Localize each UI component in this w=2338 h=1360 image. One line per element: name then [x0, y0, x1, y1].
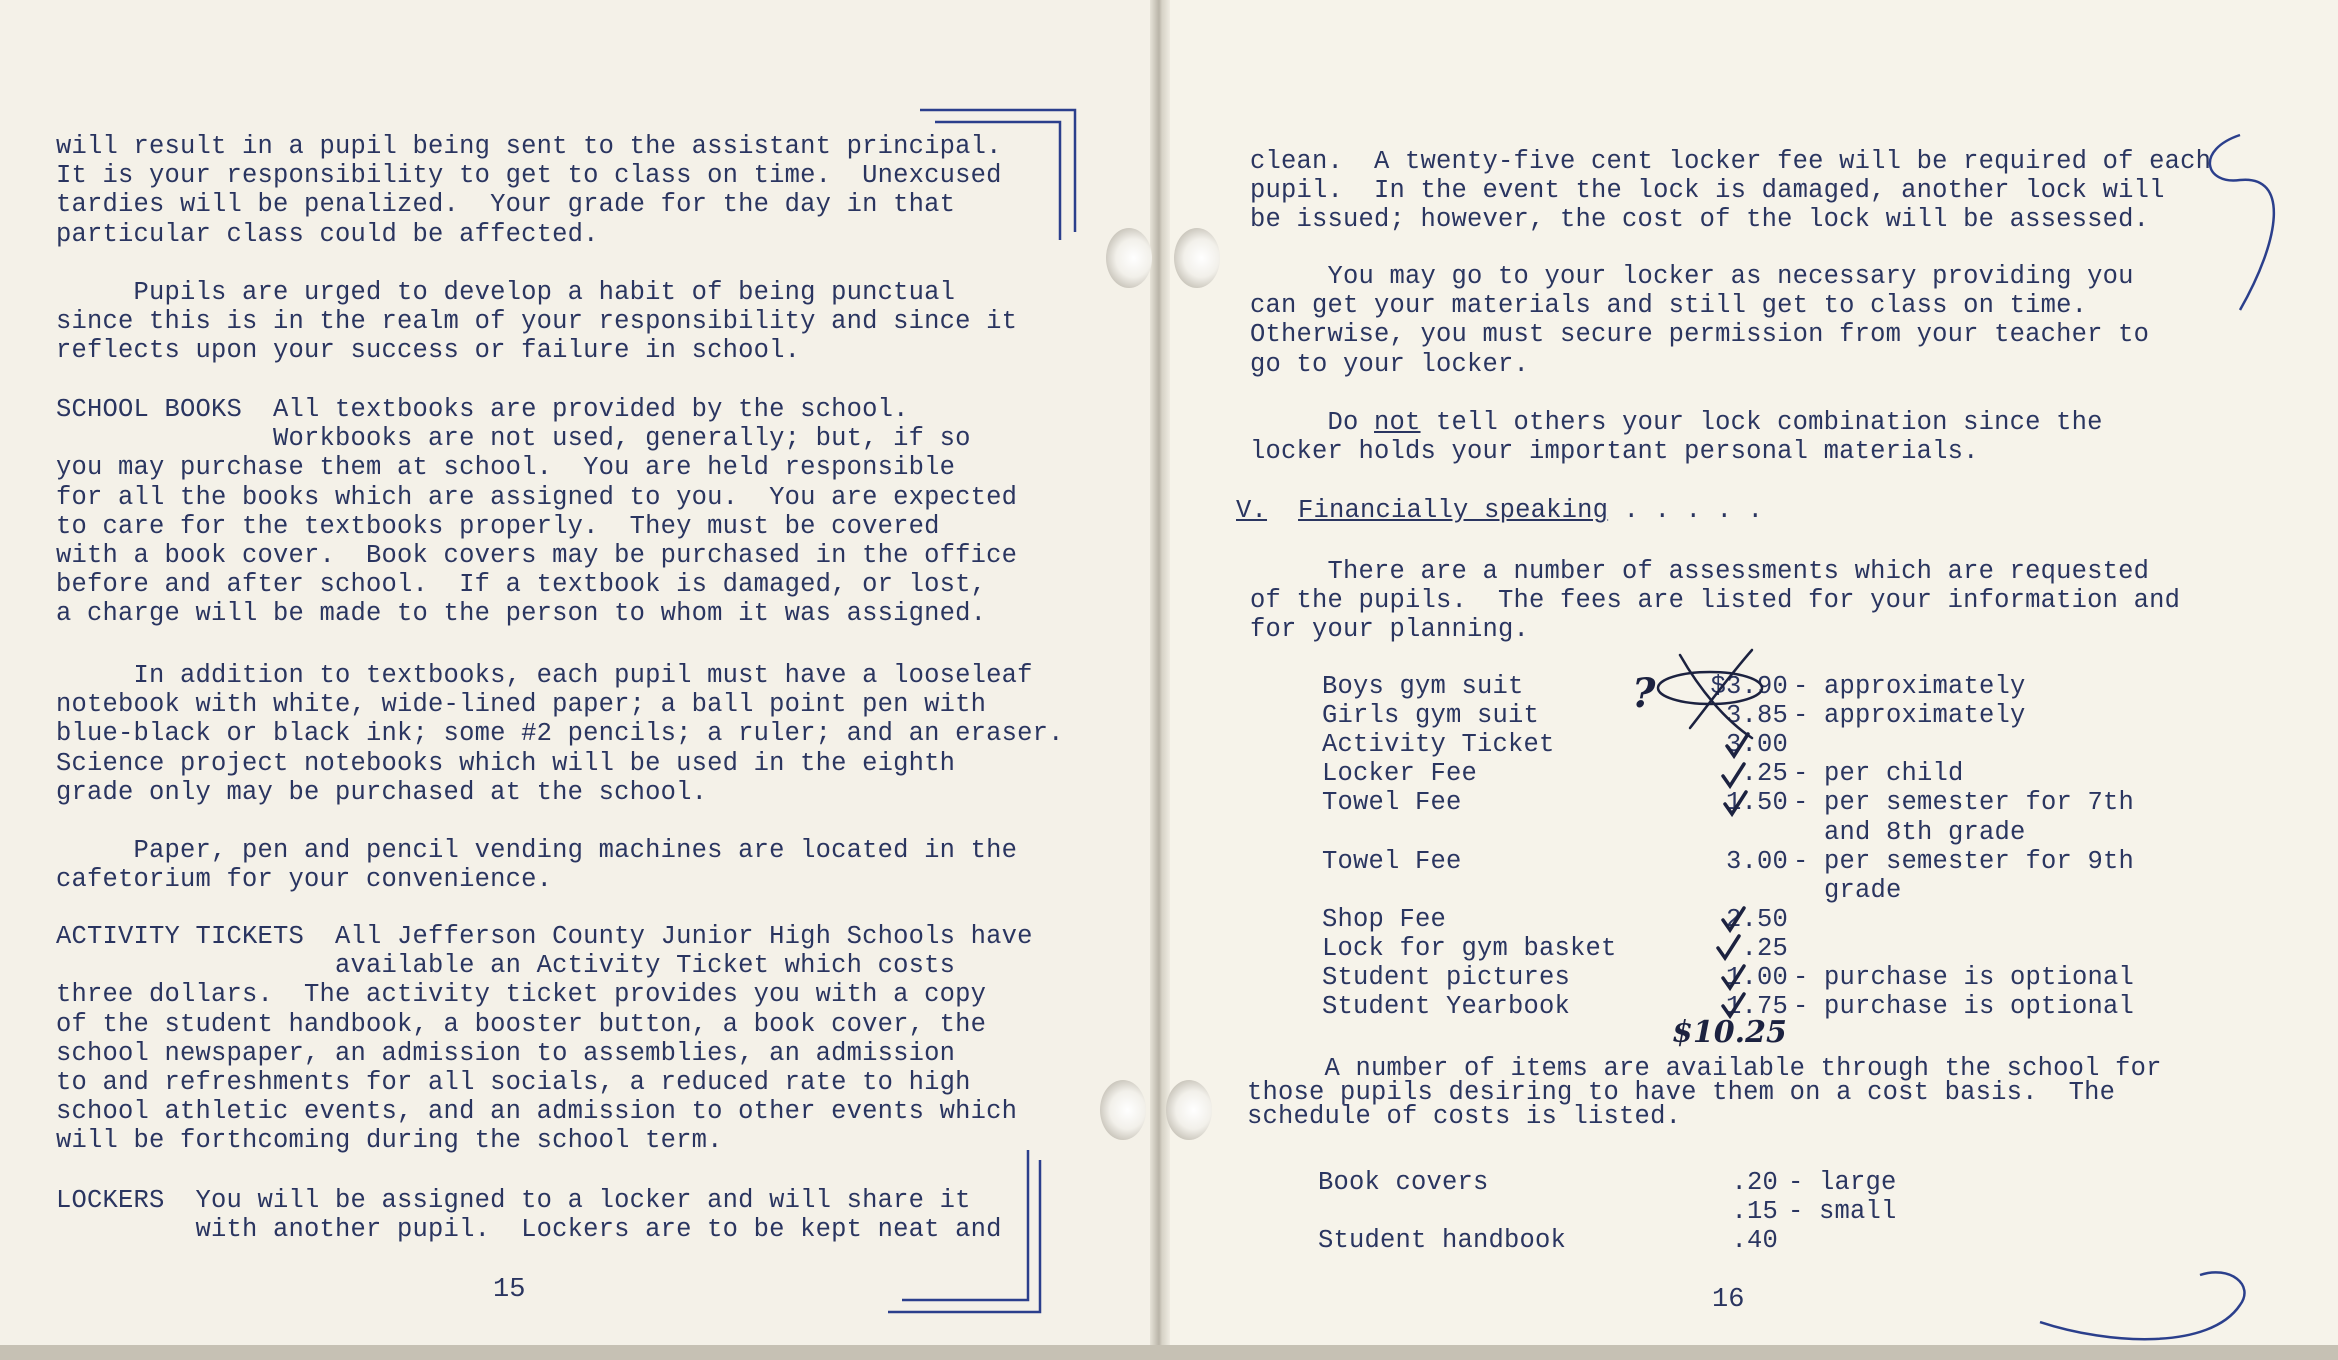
text-line: you may purchase them at school. You are held responsible — [56, 453, 956, 483]
page-number-right: 16 — [1712, 1285, 1745, 1315]
text-line: to care for the textbooks properly. They must be covered — [56, 511, 940, 541]
handwritten-question-mark: ? — [1632, 670, 1656, 717]
text-line: Paper, pen and pencil vending machines are located in the — [56, 836, 1018, 865]
text-line: of the student handbook, a booster button, a book cover, the — [56, 1009, 987, 1039]
fee-amount: 1.50 — [1725, 788, 1788, 818]
text-line: will be forthcoming during the school term. — [56, 1126, 723, 1156]
section-heading-suffix: . . . . . — [1608, 496, 1764, 525]
fee-note: grade — [1793, 875, 1902, 905]
text-line: pupil. In the event the lock is damaged, another lock will — [1250, 176, 2165, 206]
fee-item: Towel Fee — [1322, 788, 1462, 818]
text-line: Workbooks are not used, generally; but, if so — [56, 424, 971, 454]
fee-item: Boys gym suit — [1322, 672, 1524, 701]
fee-note: - approximately — [1793, 701, 2026, 731]
text-line: available an Activity Ticket which costs — [56, 951, 956, 981]
text-line: for all the books which are assigned to you. You are expected — [56, 482, 1018, 512]
handwritten-total: $10.25 — [1672, 1015, 1787, 1050]
text-line: can get your materials and still get to class on time. — [1250, 291, 2088, 321]
cost-amount: .40 — [1731, 1226, 1778, 1255]
text-line: three dollars. The activity ticket provides you with a copy — [56, 980, 987, 1010]
fee-note: - per semester for 9th — [1793, 846, 2135, 876]
text-line: go to your locker. — [1250, 349, 1530, 379]
fee-amount: 3.00 — [1725, 730, 1788, 760]
fee-amount: 3.00 — [1725, 846, 1788, 876]
text-line: There are a number of assessments which are requested — [1250, 557, 2150, 586]
text-line: It is your responsibility to get to class on time. Unexcused — [56, 161, 1002, 191]
text-line: school athletic events, and an admission to other events which — [56, 1097, 1018, 1127]
text-line: LOCKERS You will be assigned to a locker and will share it — [56, 1186, 971, 1215]
text-line: ACTIVITY TICKETS All Jefferson County Junior High Schools have — [56, 922, 1033, 951]
fee-amount: 3.85 — [1725, 701, 1788, 731]
fee-note: - purchase is optional — [1793, 963, 2135, 992]
fee-item: Girls gym suit — [1322, 701, 1540, 731]
fee-item: Student Yearbook — [1322, 992, 1571, 1022]
cost-amount: .20 — [1731, 1168, 1778, 1197]
fee-item: Activity Ticket — [1322, 730, 1555, 760]
text-line: be issued; however, the cost of the lock will be assessed. — [1250, 205, 2150, 235]
text-line: schedule of costs is listed. — [1247, 1102, 1682, 1131]
text-line: for your planning. — [1250, 615, 1530, 645]
text-line: notebook with white, wide-lined paper; a ball point pen with — [56, 690, 987, 720]
fee-amount: $3.90 — [1710, 672, 1788, 701]
fee-item: Lock for gym basket — [1322, 933, 1617, 963]
text-line: those pupils desiring to have them on a cost basis. The — [1247, 1078, 2116, 1107]
text-line: locker holds your important personal materials. — [1250, 437, 1979, 467]
text-line: with another pupil. Lockers are to be kept neat and — [56, 1215, 1002, 1245]
cost-amount: .15 — [1731, 1197, 1778, 1226]
text-line: SCHOOL BOOKS All textbooks are provided by the school. — [56, 395, 909, 424]
fee-note: - approximately — [1793, 672, 2026, 701]
text-line: will result in a pupil being sent to the assistant principal. — [56, 132, 1002, 161]
text-line: Do not tell others your lock combination since the — [1250, 408, 2103, 437]
fee-note: and 8th grade — [1793, 817, 2026, 847]
text-line: of the pupils. The fees are listed for your information and — [1250, 586, 2181, 616]
text-line: a charge will be made to the person to whom it was assigned. — [56, 599, 987, 629]
fee-note: - purchase is optional — [1793, 992, 2135, 1022]
fee-amount: .25 — [1741, 933, 1788, 963]
text-line: grade only may be purchased at the school. — [56, 777, 708, 807]
cost-note: - small — [1788, 1197, 1897, 1226]
text-line: Science project notebooks which will be used in the eighth — [56, 748, 956, 778]
fee-item: Student pictures — [1322, 963, 1571, 992]
fee-amount: 1.75 — [1725, 992, 1788, 1022]
fee-item: Locker Fee — [1322, 759, 1478, 789]
text-line: school newspaper, an admission to assemblies, an admission — [56, 1038, 956, 1068]
text-line: tardies will be penalized. Your grade for the day in that — [56, 190, 956, 220]
text-line: reflects upon your success or failure in school. — [56, 336, 801, 366]
check-marks — [1718, 734, 1748, 1016]
section-heading-title: Financially speaking — [1298, 496, 1609, 525]
text-line: In addition to textbooks, each pupil must have a looseleaf — [56, 661, 1033, 690]
fee-note: - per semester for 7th — [1793, 788, 2135, 818]
text-line: before and after school. If a textbook is damaged, or lost, — [56, 570, 987, 600]
fee-item: Towel Fee — [1322, 846, 1462, 876]
section-heading-prefix: V. — [1236, 496, 1268, 525]
text-line: You may go to your locker as necessary providing you — [1250, 262, 2134, 291]
fee-amount: 2.50 — [1725, 904, 1788, 934]
text-line: clean. A twenty-five cent locker fee will be required of each — [1250, 147, 2212, 176]
text-line: with a book cover. Book covers may be purchased in the office — [56, 541, 1018, 570]
page-number-left: 15 — [493, 1275, 526, 1305]
text-line: blue-black or black ink; some #2 pencils; a ruler; and an eraser. — [56, 719, 1064, 749]
text-line: to and refreshments for all socials, a reduced rate to high — [56, 1068, 971, 1097]
fee-amount: 1.00 — [1725, 963, 1788, 992]
cost-item: Student handbook — [1318, 1226, 1567, 1255]
cost-item: Book covers — [1318, 1168, 1489, 1197]
text-line: Pupils are urged to develop a habit of being punctual — [56, 278, 956, 307]
text-line: particular class could be affected. — [56, 219, 599, 249]
text-line: A number of items are available through the school for — [1247, 1054, 2162, 1083]
text-line: cafetorium for your convenience. — [56, 865, 553, 895]
fee-note: - per child — [1793, 759, 1964, 789]
fee-amount: .25 — [1741, 759, 1788, 789]
text-line: Otherwise, you must secure permission from your teacher to — [1250, 320, 2150, 350]
fee-item: Shop Fee — [1322, 904, 1447, 934]
text-line: since this is in the realm of your responsibility and since it — [56, 307, 1018, 337]
cost-note: - large — [1788, 1168, 1897, 1197]
